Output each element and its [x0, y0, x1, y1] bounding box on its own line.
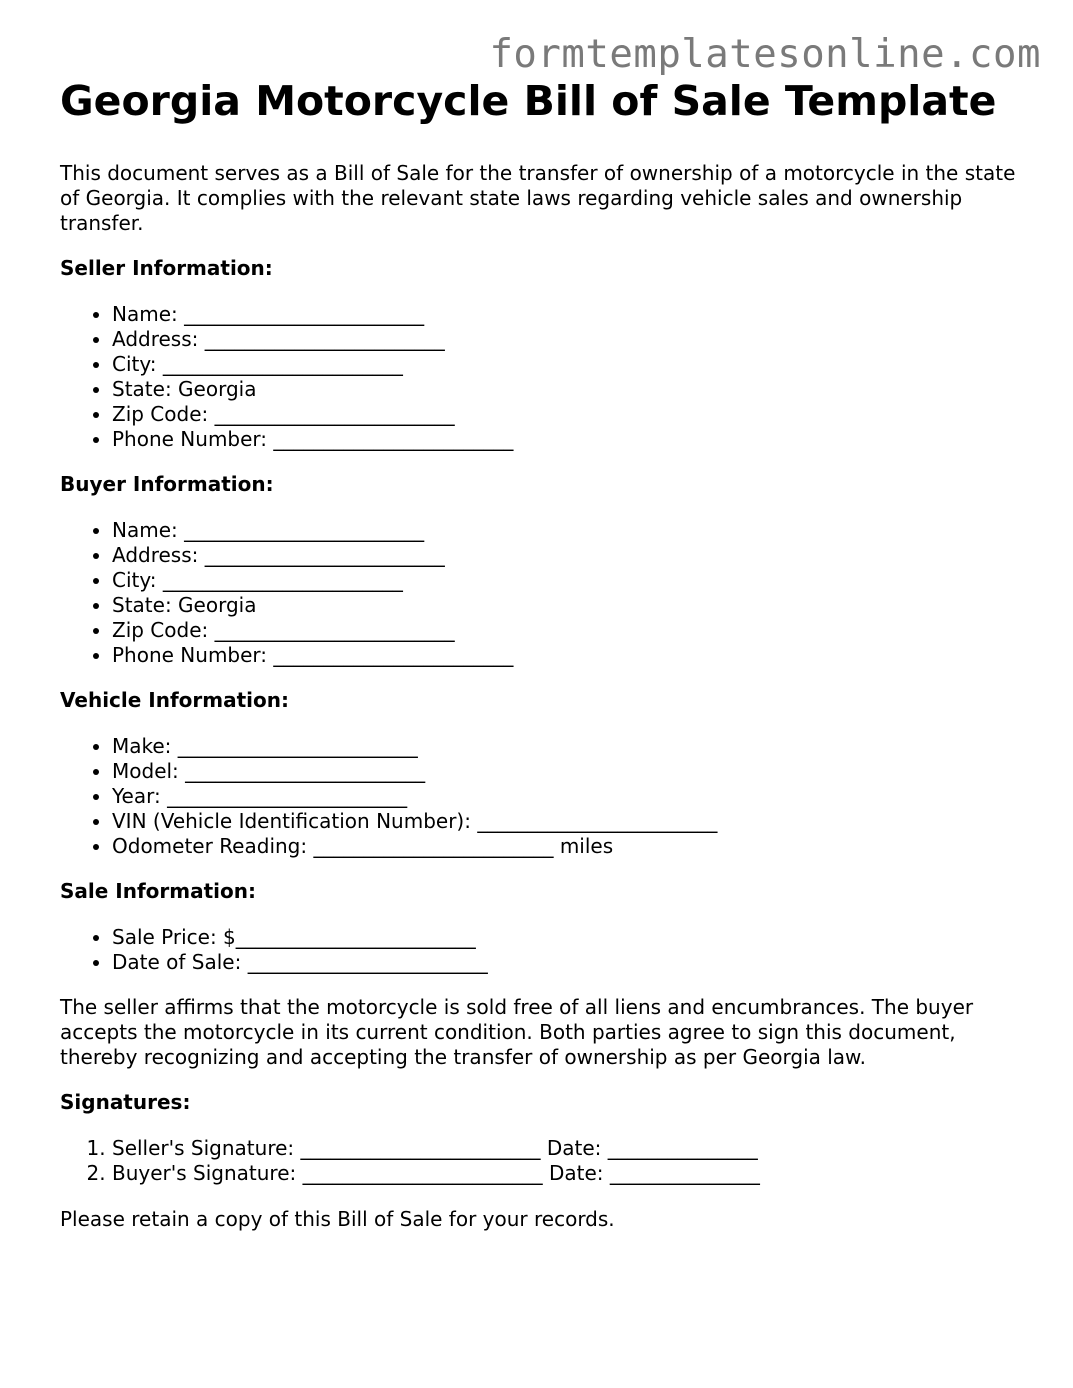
vehicle-year-item: • Year: ________________________: [112, 784, 1020, 809]
seller-signature-item: 1. Seller's Signature: ________________________ Date: _______________: [112, 1136, 1020, 1161]
buyer-phone-item: • Phone Number: ________________________: [112, 643, 1020, 668]
buyer-state-item: • State: Georgia: [112, 593, 1020, 618]
intro-paragraph: This document serves as a Bill of Sale for the transfer of ownership of a motorcycle in the state of Georgia. It complies with the relevant state laws regarding vehicle sales and ownership transfer.: [60, 161, 1016, 235]
sale-list: [60, 925, 1020, 975]
seller-city-item: • City: ________________________: [112, 352, 1020, 377]
seller-state-item: • State: Georgia: [112, 377, 1020, 402]
seller-phone-item: • Phone Number: ________________________: [112, 427, 1020, 452]
sale-price-item: • Sale Price: $________________________: [112, 925, 1020, 950]
buyer-address-item: • Address: ________________________: [112, 543, 1020, 568]
vehicle-list: [60, 734, 1020, 859]
seller-list: [60, 302, 1020, 452]
buyer-zip-item: • Zip Code: ________________________: [112, 618, 1020, 643]
sale-date-item: • Date of Sale: ________________________: [112, 950, 1020, 975]
seller-heading: Seller Information:: [60, 256, 273, 280]
watermark: formtemplatesonline.com: [489, 32, 1041, 77]
vehicle-model-item: • Model: ________________________: [112, 759, 1020, 784]
vehicle-heading: Vehicle Information:: [60, 688, 289, 712]
buyer-city-item: • City: ________________________: [112, 568, 1020, 593]
retain-note: Please retain a copy of this Bill of Sale for your records.: [60, 1207, 615, 1231]
closing-paragraph: The seller affirms that the motorcycle is sold free of all liens and encumbrances. The buyer accepts the motorcycle in its current condition. Both parties agree to sign this document, thereby recognizing and accepting the transfer of ownership as per Georgia law.: [60, 995, 974, 1069]
buyer-heading: Buyer Information:: [60, 472, 274, 496]
vehicle-vin-item: • VIN (Vehicle Identification Number): ________________________: [112, 809, 1020, 834]
seller-address-item: • Address: ________________________: [112, 327, 1020, 352]
buyer-name-item: • Name: ________________________: [112, 518, 1020, 543]
buyer-signature-item: 2. Buyer's Signature: ________________________ Date: _______________: [112, 1161, 1020, 1186]
document-body: [60, 76, 1020, 1232]
document-title: Georgia Motorcycle Bill of Sale Template: [60, 77, 997, 125]
buyer-list: [60, 518, 1020, 668]
seller-zip-item: • Zip Code: ________________________: [112, 402, 1020, 427]
vehicle-odometer-item: • Odometer Reading: ________________________ miles: [112, 834, 1020, 859]
sale-heading: Sale Information:: [60, 879, 256, 903]
seller-name-item: • Name: ________________________: [112, 302, 1020, 327]
vehicle-make-item: • Make: ________________________: [112, 734, 1020, 759]
signatures-list: [60, 1136, 1020, 1186]
signatures-heading: Signatures:: [60, 1090, 191, 1114]
